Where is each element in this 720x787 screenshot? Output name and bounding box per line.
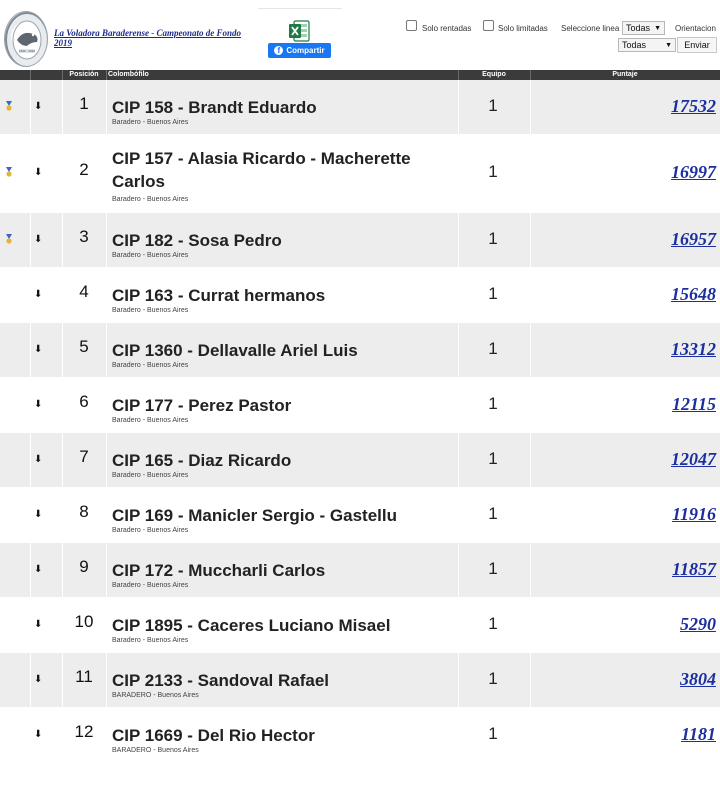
- column-divider: [106, 80, 107, 134]
- fancier-location: Baradero - Buenos Aires: [112, 362, 189, 369]
- column-divider: [106, 323, 107, 377]
- score-link[interactable]: 1181: [680, 724, 716, 744]
- column-divider: [530, 268, 531, 322]
- table-header: [0, 70, 720, 80]
- column-divider: [530, 708, 531, 762]
- position-cell: 11: [75, 667, 93, 686]
- position-cell: 2: [79, 160, 89, 179]
- team-cell: 1: [488, 669, 498, 688]
- orientacion-select-value: Todas: [622, 40, 647, 50]
- facebook-icon: f: [274, 46, 283, 55]
- seleccione-linea-label: Seleccione linea: [561, 24, 620, 33]
- column-divider: [30, 323, 31, 377]
- arrow-down-icon[interactable]: ⬇: [34, 234, 43, 245]
- team-cell: 1: [488, 394, 498, 413]
- fancier-location: Baradero - Buenos Aires: [112, 472, 189, 479]
- table-row[interactable]: [0, 708, 720, 763]
- score-link[interactable]: 15648: [671, 284, 716, 304]
- column-divider: [106, 135, 107, 212]
- column-divider: [530, 70, 531, 80]
- position-cell: 12: [74, 722, 94, 741]
- table-row[interactable]: [0, 653, 720, 708]
- column-divider: [62, 268, 63, 322]
- team-cell: 1: [488, 614, 498, 633]
- column-divider: [62, 135, 63, 212]
- column-divider: [106, 213, 107, 267]
- score-link[interactable]: 16997: [671, 162, 716, 182]
- column-divider: [530, 135, 531, 212]
- arrow-down-icon[interactable]: ⬇: [34, 619, 43, 630]
- fancier-name: CIP 182 - Sosa Pedro: [112, 231, 282, 250]
- column-divider: [530, 433, 531, 487]
- position-cell: 4: [79, 282, 89, 301]
- team-cell: 1: [488, 504, 498, 523]
- linea-select-value: Todas: [626, 23, 651, 33]
- solo-limitadas-checkbox[interactable]: [483, 20, 494, 31]
- logo-years-text: 1940 - 2010: [18, 49, 36, 54]
- position-cell: 10: [74, 612, 94, 631]
- medal-icon: [5, 234, 13, 244]
- column-divider: [106, 543, 107, 597]
- column-divider: [106, 378, 107, 432]
- arrow-down-icon[interactable]: ⬇: [34, 674, 43, 685]
- fancier-location: Baradero - Buenos Aires: [112, 196, 189, 203]
- column-divider: [106, 653, 107, 707]
- column-divider: [530, 378, 531, 432]
- column-divider: [62, 70, 63, 80]
- column-divider: [30, 135, 31, 212]
- arrow-down-icon[interactable]: ⬇: [34, 509, 43, 520]
- top-divider: [258, 8, 342, 9]
- score-link[interactable]: 12115: [671, 394, 716, 414]
- excel-icon[interactable]: [288, 20, 310, 42]
- table-row[interactable]: [0, 543, 720, 598]
- medal-icon: [5, 167, 13, 177]
- team-cell: 1: [488, 339, 498, 358]
- column-divider: [62, 598, 63, 652]
- arrow-down-icon[interactable]: ⬇: [34, 289, 43, 300]
- linea-select[interactable]: [622, 21, 665, 35]
- column-divider: [458, 543, 459, 597]
- page-header: [0, 0, 720, 70]
- position-cell: 1: [79, 94, 89, 113]
- chevron-down-icon: ▼: [665, 41, 672, 49]
- team-cell: 1: [488, 162, 498, 181]
- table-row[interactable]: [0, 433, 720, 488]
- team-cell: 1: [488, 724, 498, 743]
- column-divider: [30, 708, 31, 762]
- fancier-name: CIP 165 - Diaz Ricardo: [112, 451, 292, 470]
- column-divider: [458, 323, 459, 377]
- column-divider: [62, 378, 63, 432]
- table-row[interactable]: [0, 80, 720, 135]
- score-link[interactable]: 16957: [671, 229, 716, 249]
- column-divider: [458, 433, 459, 487]
- column-divider: [30, 653, 31, 707]
- column-divider: [62, 543, 63, 597]
- column-divider: [62, 708, 63, 762]
- arrow-down-icon[interactable]: ⬇: [34, 344, 43, 355]
- column-divider: [62, 323, 63, 377]
- score-link[interactable]: 12047: [671, 449, 716, 469]
- team-cell: 1: [488, 96, 498, 115]
- column-divider: [458, 653, 459, 707]
- ranking-table-body: [0, 80, 720, 763]
- share-button-label: Compartir: [286, 46, 325, 55]
- medal-icon: [5, 101, 13, 111]
- column-divider: [530, 488, 531, 542]
- arrow-down-icon[interactable]: ⬇: [34, 564, 43, 575]
- fancier-name: CIP 1360 - Dellavalle Ariel Luis: [112, 341, 358, 360]
- fancier-location: BARADERO - Buenos Aires: [112, 692, 199, 699]
- fancier-name: CIP 157 - Alasia Ricardo - Macherette Carlos: [112, 149, 411, 191]
- column-divider: [106, 70, 107, 80]
- club-logo: [4, 11, 48, 67]
- team-cell: 1: [488, 284, 498, 303]
- fancier-name: CIP 1895 - Caceres Luciano Misael: [112, 616, 391, 635]
- table-row[interactable]: [0, 323, 720, 378]
- table-row[interactable]: [0, 213, 720, 268]
- orientacion-label: Orientacion: [675, 24, 716, 33]
- score-link[interactable]: 11916: [671, 504, 716, 524]
- column-divider: [458, 135, 459, 212]
- position-cell: 3: [79, 227, 89, 246]
- arrow-down-icon[interactable]: ⬇: [34, 101, 43, 112]
- fancier-name: CIP 177 - Perez Pastor: [112, 396, 292, 415]
- fancier-location: BARADERO - Buenos Aires: [112, 747, 199, 754]
- fancier-name: CIP 2133 - Sandoval Rafael: [112, 671, 330, 690]
- solo-limitadas-label: Solo limitadas: [498, 24, 548, 33]
- column-divider: [30, 543, 31, 597]
- fancier-name: CIP 169 - Manicler Sergio - Gastellu: [112, 506, 398, 525]
- column-divider: [30, 70, 31, 80]
- column-divider: [106, 433, 107, 487]
- team-cell: 1: [488, 229, 498, 248]
- fancier-location: Baradero - Buenos Aires: [112, 252, 189, 259]
- column-divider: [30, 433, 31, 487]
- arrow-down-icon[interactable]: ⬇: [34, 729, 43, 740]
- column-divider: [30, 213, 31, 267]
- column-divider: [530, 598, 531, 652]
- column-divider: [458, 70, 459, 80]
- position-cell: 5: [79, 337, 89, 356]
- column-divider: [530, 213, 531, 267]
- orientacion-select[interactable]: [618, 38, 676, 52]
- table-row[interactable]: [0, 488, 720, 543]
- fancier-location: Baradero - Buenos Aires: [112, 527, 189, 534]
- fancier-name: CIP 158 - Brandt Eduardo: [112, 98, 317, 117]
- column-divider: [458, 598, 459, 652]
- fancier-location: Baradero - Buenos Aires: [112, 637, 189, 644]
- score-link[interactable]: 3804: [680, 669, 716, 689]
- fancier-name: CIP 163 - Currat hermanos: [112, 286, 326, 305]
- column-divider: [30, 488, 31, 542]
- column-divider: [30, 268, 31, 322]
- club-title-link[interactable]: La Voladora Baraderense - Campeonato de Fondo 2019: [54, 28, 242, 48]
- column-divider: [62, 433, 63, 487]
- score-link[interactable]: 11857: [671, 559, 716, 579]
- team-cell: 1: [488, 449, 498, 468]
- solo-rentadas-checkbox[interactable]: [406, 20, 417, 31]
- column-divider: [106, 268, 107, 322]
- solo-rentadas-label: Solo rentadas: [422, 24, 472, 33]
- column-divider: [458, 708, 459, 762]
- column-divider: [30, 378, 31, 432]
- column-header-equipo[interactable]: Equipo: [482, 71, 506, 78]
- column-divider: [458, 488, 459, 542]
- chevron-down-icon: ▼: [654, 24, 661, 32]
- fancier-name: CIP 172 - Muccharli Carlos: [112, 561, 326, 580]
- column-divider: [62, 213, 63, 267]
- table-row[interactable]: [0, 378, 720, 433]
- column-divider: [458, 268, 459, 322]
- column-divider: [458, 213, 459, 267]
- column-divider: [106, 708, 107, 762]
- facebook-share-button[interactable]: [268, 43, 331, 58]
- fancier-location: Baradero - Buenos Aires: [112, 582, 189, 589]
- score-link[interactable]: 17532: [671, 96, 716, 116]
- column-divider: [62, 488, 63, 542]
- column-divider: [62, 653, 63, 707]
- table-row[interactable]: [0, 268, 720, 323]
- column-divider: [106, 488, 107, 542]
- column-divider: [530, 543, 531, 597]
- column-divider: [458, 378, 459, 432]
- team-cell: 1: [488, 559, 498, 578]
- position-cell: 6: [79, 392, 89, 411]
- arrow-down-icon[interactable]: ⬇: [34, 167, 43, 178]
- arrow-down-icon[interactable]: ⬇: [34, 399, 43, 410]
- position-cell: 9: [79, 557, 89, 576]
- arrow-down-icon[interactable]: ⬇: [34, 454, 43, 465]
- fancier-name: CIP 1669 - Del Rio Hector: [112, 726, 315, 745]
- score-link[interactable]: 13312: [671, 339, 716, 359]
- table-row[interactable]: [0, 598, 720, 653]
- column-divider: [62, 80, 63, 134]
- position-cell: 8: [79, 502, 89, 521]
- score-link[interactable]: 5290: [680, 614, 716, 634]
- column-header-puntaje[interactable]: Puntaje: [612, 71, 638, 78]
- column-header-colombofilo[interactable]: Colombófilo: [108, 71, 149, 78]
- table-row[interactable]: [0, 135, 720, 213]
- fancier-location: Baradero - Buenos Aires: [112, 119, 189, 126]
- column-divider: [530, 80, 531, 134]
- fancier-location: Baradero - Buenos Aires: [112, 417, 189, 424]
- column-header-posicion[interactable]: Posición: [69, 71, 99, 78]
- column-divider: [106, 598, 107, 652]
- send-button[interactable]: Enviar: [677, 37, 717, 53]
- column-divider: [30, 598, 31, 652]
- column-divider: [530, 653, 531, 707]
- column-divider: [30, 80, 31, 134]
- column-divider: [458, 80, 459, 134]
- position-cell: 7: [79, 447, 89, 466]
- column-divider: [530, 323, 531, 377]
- fancier-location: Baradero - Buenos Aires: [112, 307, 189, 314]
